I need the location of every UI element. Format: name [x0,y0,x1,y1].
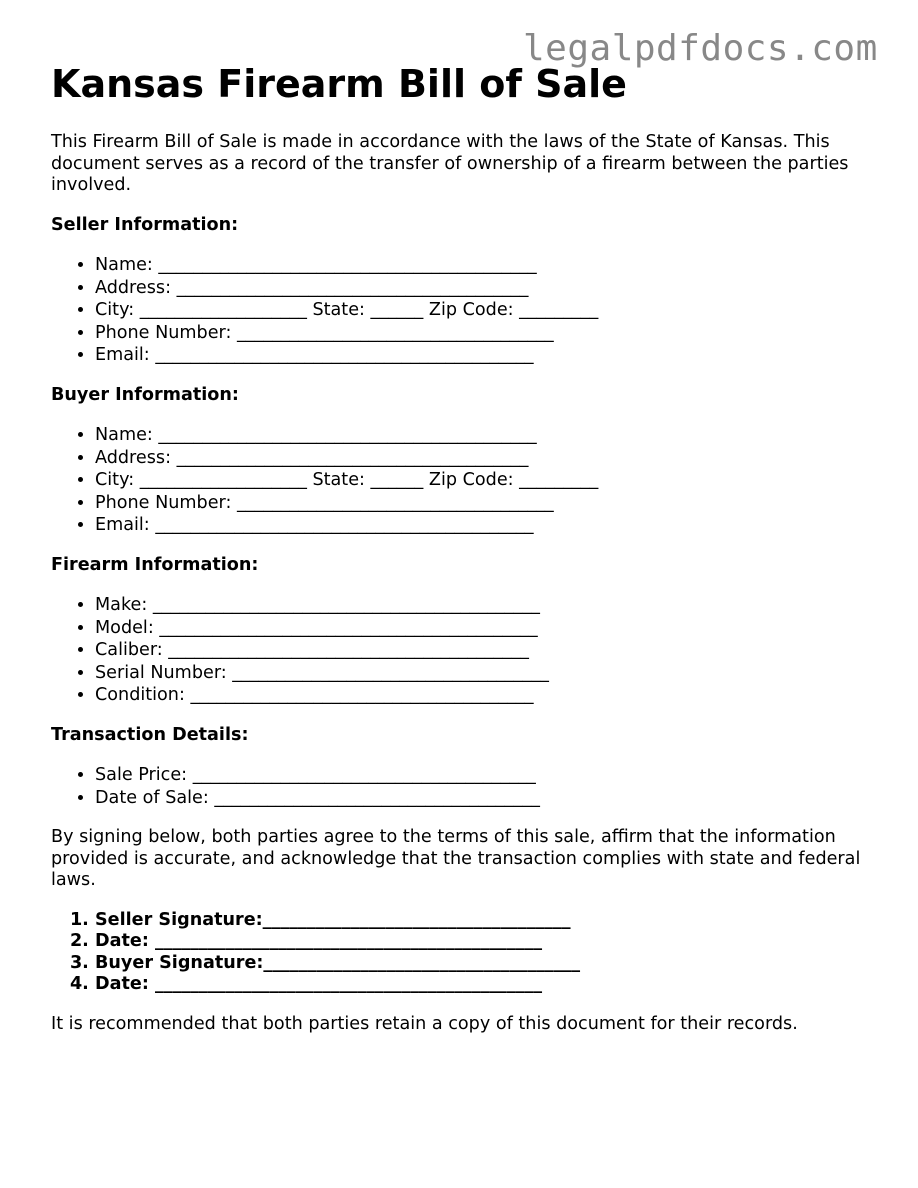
seller-heading: Seller Information: [51,214,239,235]
buyer-city-state-zip-field[interactable]: • City: ___________________ State: ______ Zip Code: _________ [95,469,871,492]
seller-date-field[interactable]: 2. Date: ____________________________________________ [95,931,871,953]
intro-paragraph: This Firearm Bill of Sale is made in accordance with the laws of the State of Kansas. This document serves as a record of the transfer of ownership of a firearm between the parties involved. [51,132,849,195]
firearm-heading: Firearm Information: [51,554,259,575]
firearm-list [51,594,871,707]
closing-paragraph: It is recommended that both parties retain a copy of this document for their records. [51,1013,798,1034]
buyer-heading: Buyer Information: [51,384,239,405]
seller-email-field[interactable]: • Email: ___________________________________________ [95,344,871,367]
seller-city-state-zip-field[interactable]: • City: ___________________ State: ______ Zip Code: _________ [95,299,871,322]
buyer-list [51,424,871,537]
buyer-signature-field[interactable]: 3. Buyer Signature:____________________________________ [95,953,871,975]
buyer-name-field[interactable]: • Name: ___________________________________________ [95,424,871,447]
page-title: Kansas Firearm Bill of Sale [51,62,627,106]
signature-list [51,910,871,996]
seller-signature-field[interactable]: 1. Seller Signature:___________________________________ [95,910,871,932]
firearm-make-field[interactable]: • Make: ____________________________________________ [95,594,871,617]
buyer-date-field[interactable]: 4. Date: ____________________________________________ [95,974,871,996]
buyer-email-field[interactable]: • Email: ___________________________________________ [95,514,871,537]
seller-address-field[interactable]: • Address: ________________________________________ [95,277,871,300]
document-body [51,132,871,1035]
transaction-list [51,764,871,809]
agreement-paragraph: By signing below, both parties agree to the terms of this sale, affirm that the information provided is accurate, and acknowledge that the transaction complies with state and federal laws. [51,827,861,890]
seller-name-field[interactable]: • Name: ___________________________________________ [95,254,871,277]
firearm-caliber-field[interactable]: • Caliber: _________________________________________ [95,639,871,662]
firearm-serial-field[interactable]: • Serial Number: ____________________________________ [95,662,871,685]
sale-price-field[interactable]: • Sale Price: _______________________________________ [95,764,871,787]
watermark: legalpdfdocs.com [523,28,878,69]
buyer-phone-field[interactable]: • Phone Number: ____________________________________ [95,492,871,515]
firearm-model-field[interactable]: • Model: ___________________________________________ [95,617,871,640]
seller-list [51,254,871,367]
buyer-address-field[interactable]: • Address: ________________________________________ [95,447,871,470]
seller-phone-field[interactable]: • Phone Number: ____________________________________ [95,322,871,345]
transaction-heading: Transaction Details: [51,724,249,745]
sale-date-field[interactable]: • Date of Sale: _____________________________________ [95,787,871,810]
firearm-condition-field[interactable]: • Condition: _______________________________________ [95,684,871,707]
